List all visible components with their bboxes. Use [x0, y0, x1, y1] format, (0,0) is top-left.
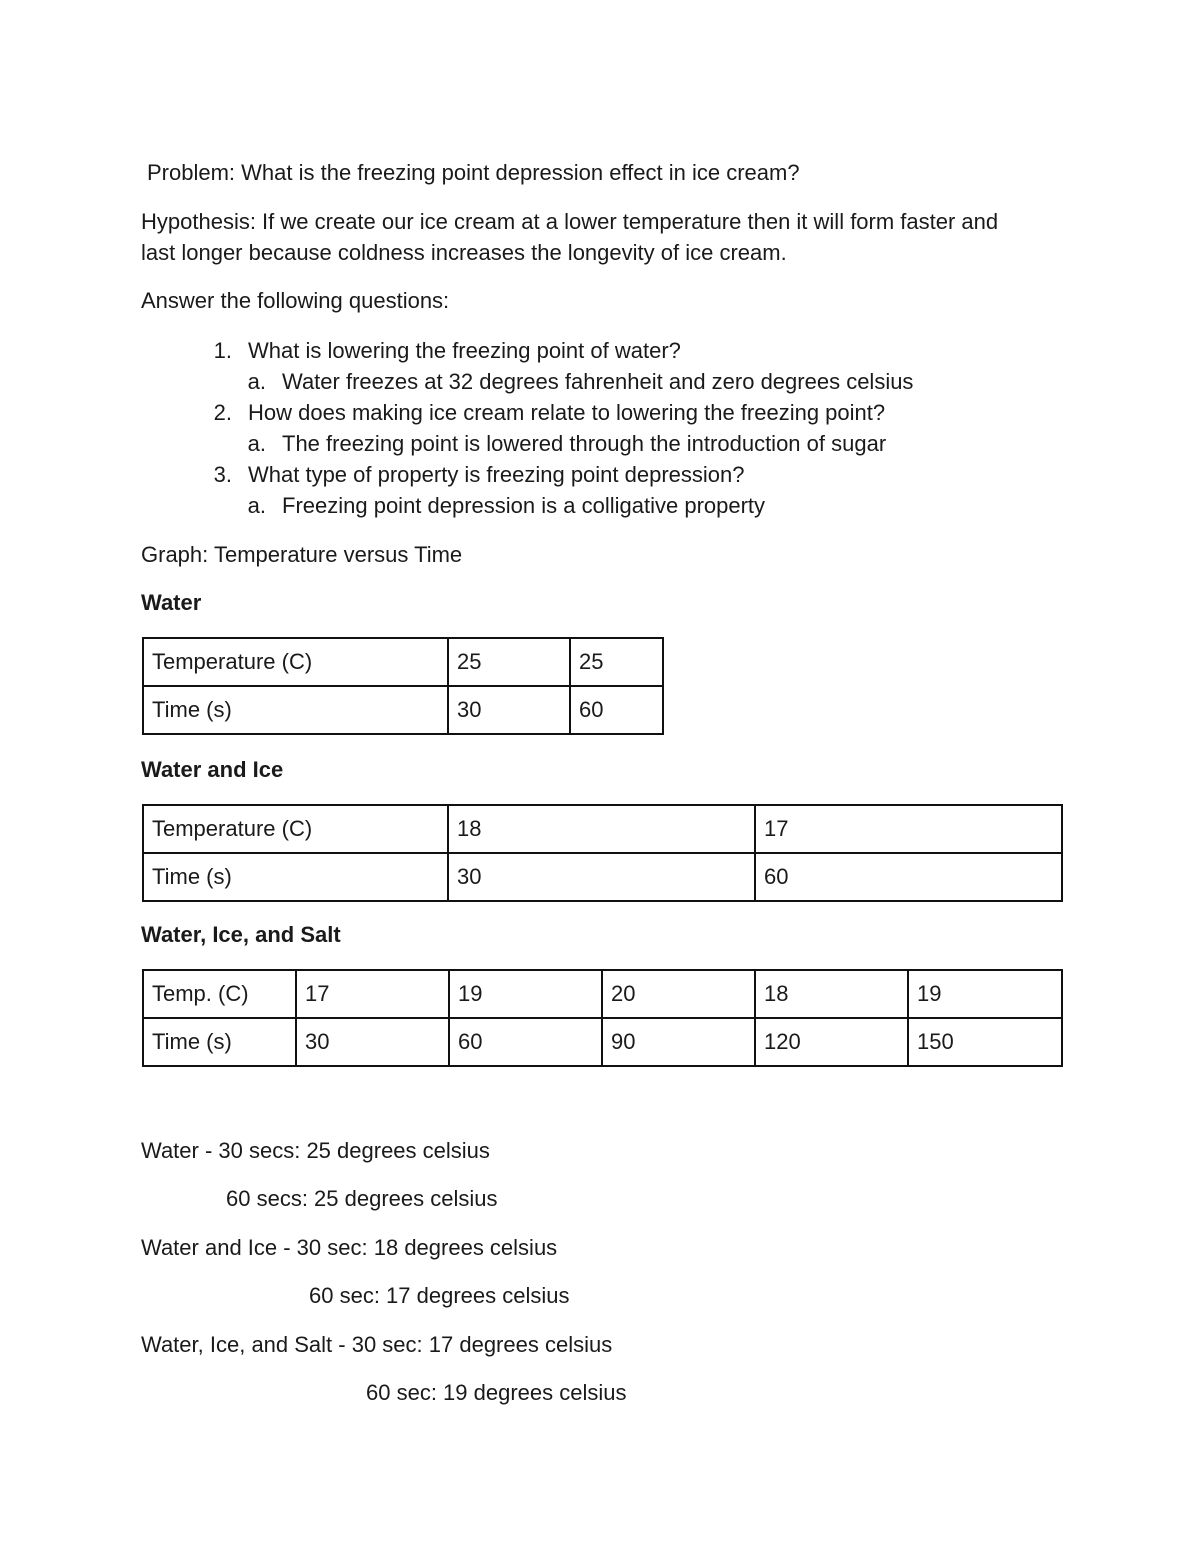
table-cell: 60 — [755, 853, 1062, 901]
table-cell: 19 — [449, 970, 602, 1018]
table-cell: 17 — [755, 805, 1062, 853]
question-3-number: 3. — [213, 462, 232, 487]
table-cell: Temperature (C) — [143, 805, 448, 853]
table-heading-water: Water — [141, 590, 202, 615]
summary-water-60: 60 secs: 25 degrees celsius — [226, 1186, 498, 1211]
hypothesis-line-2: last longer because coldness increases the longevity of ice cream. — [141, 240, 787, 265]
table-row — [143, 638, 663, 686]
table-cell: 20 — [602, 970, 755, 1018]
table-cell: 90 — [602, 1018, 755, 1066]
question-3-text: What type of property is freezing point depression? — [248, 462, 745, 487]
table-cell: 60 — [449, 1018, 602, 1066]
answer-3-text: Freezing point depression is a colligative property — [282, 493, 766, 518]
table-row — [143, 805, 1062, 853]
table-cell: 19 — [908, 970, 1062, 1018]
answer-1-marker: a. — [247, 369, 266, 394]
table-cell: Temperature (C) — [143, 638, 448, 686]
table-row — [143, 970, 1062, 1018]
summary-water-30: Water - 30 secs: 25 degrees celsius — [141, 1138, 490, 1163]
table-heading-water-and-ice: Water and Ice — [141, 757, 284, 782]
table-cell: Time (s) — [143, 686, 448, 734]
table-cell: 25 — [570, 638, 663, 686]
table-cell: Temp. (C) — [143, 970, 296, 1018]
answer-2-text: The freezing point is lowered through the introduction of sugar — [282, 431, 887, 456]
table-cell: 30 — [448, 686, 570, 734]
table-cell: 30 — [296, 1018, 449, 1066]
table-row — [143, 1018, 1062, 1066]
summary-water-ice-salt-30: Water, Ice, and Salt - 30 sec: 17 degrees celsius — [141, 1332, 613, 1357]
table-row — [143, 853, 1062, 901]
table-cell: Time (s) — [143, 1018, 296, 1066]
question-1-text: What is lowering the freezing point of water? — [248, 338, 681, 363]
table-cell: 18 — [755, 970, 908, 1018]
table-cell: 150 — [908, 1018, 1062, 1066]
problem-statement: Problem: What is the freezing point depression effect in ice cream? — [147, 160, 800, 185]
answer-2-marker: a. — [247, 431, 266, 456]
table-cell: 60 — [570, 686, 663, 734]
water-ice-salt-table — [142, 969, 1063, 1067]
question-2-number: 2. — [213, 400, 232, 425]
summary-water-ice-salt-60: 60 sec: 19 degrees celsius — [366, 1380, 627, 1405]
question-1-number: 1. — [213, 338, 232, 363]
question-2-text: How does making ice cream relate to lowering the freezing point? — [248, 400, 886, 425]
table-cell: 30 — [448, 853, 755, 901]
answer-1-text: Water freezes at 32 degrees fahrenheit and zero degrees celsius — [282, 369, 914, 394]
table-cell: 17 — [296, 970, 449, 1018]
table-heading-water-ice-salt: Water, Ice, and Salt — [141, 922, 341, 947]
table-cell: 18 — [448, 805, 755, 853]
table-cell: Time (s) — [143, 853, 448, 901]
answer-3-marker: a. — [247, 493, 266, 518]
table-cell: 120 — [755, 1018, 908, 1066]
hypothesis-line-1: Hypothesis: If we create our ice cream at a lower temperature then it will form faster and — [141, 209, 999, 234]
summary-water-ice-30: Water and Ice - 30 sec: 18 degrees celsius — [141, 1235, 558, 1260]
water-and-ice-table — [142, 804, 1063, 902]
table-cell: 25 — [448, 638, 570, 686]
graph-label: Graph: Temperature versus Time — [141, 542, 463, 567]
instructions: Answer the following questions: — [141, 288, 450, 313]
water-table — [142, 637, 664, 735]
table-row — [143, 686, 663, 734]
summary-water-ice-60: 60 sec: 17 degrees celsius — [309, 1283, 570, 1308]
